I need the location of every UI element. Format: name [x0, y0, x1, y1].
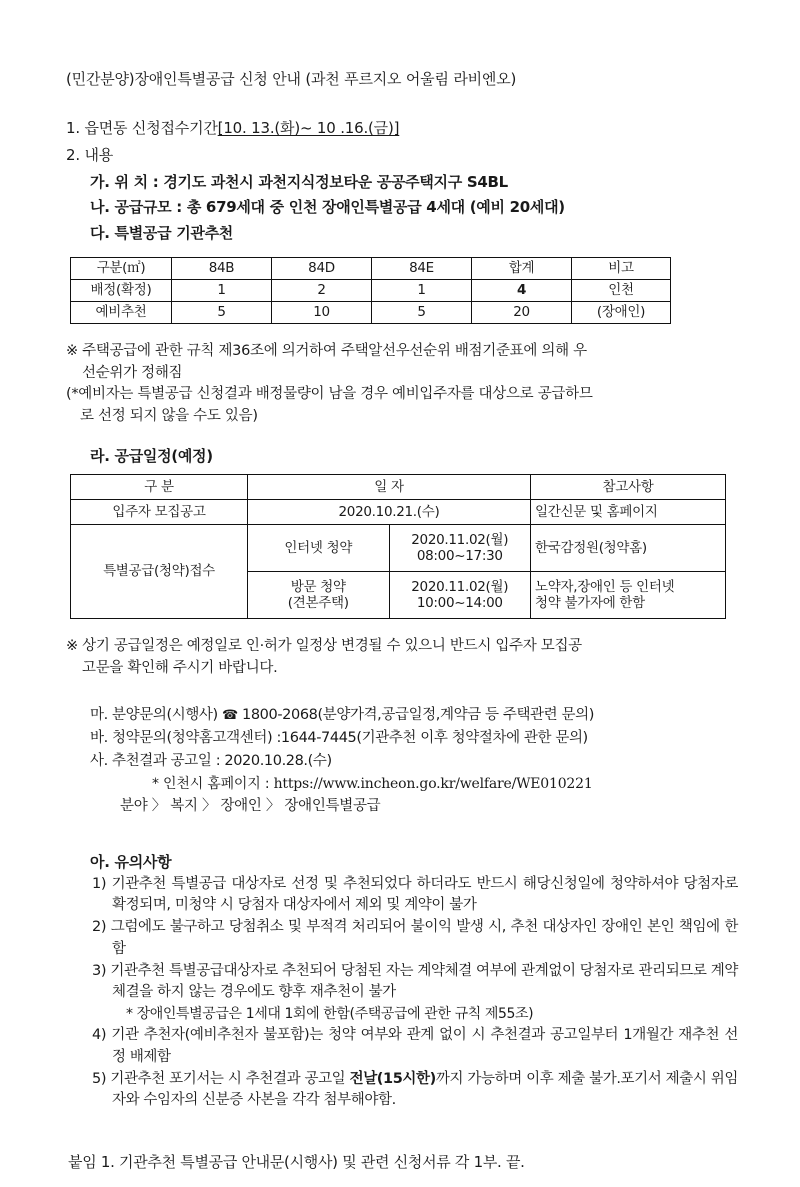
- sched-internet-date-line1: 2020.11.02(월): [411, 531, 509, 548]
- list-item: [92, 917, 738, 961]
- alloc-confirmed-84e: 1: [372, 279, 472, 301]
- alloc-reserve-84b: 5: [172, 301, 272, 323]
- caution-item-3-note: * 장애인특별공급은 1세대 1회에 한함(주택공급에 관한 규칙 제55조): [126, 1006, 534, 1023]
- telephone-icon: ☎: [222, 707, 238, 723]
- sched-visit-remark-line2: 청약 불가자에 한함: [535, 595, 645, 611]
- caution-item-5-text-emphasis: 전날(15시한): [349, 1070, 436, 1087]
- sched-visit-method: [248, 572, 390, 619]
- caution-list: [66, 874, 738, 1113]
- caution-item-5-text-post: 까지 가능하며 이후 제출 불가.포기서 제출시 위임자와 수임자의 신분증 사본을 각각 첨부해야함.: [112, 1070, 738, 1109]
- caution-item-1-num: 1): [92, 875, 107, 892]
- note-priority-rule: [66, 341, 738, 428]
- contact-sales-inquiry: [90, 704, 738, 727]
- sched-visit-remark: [531, 572, 726, 619]
- incheon-homepage-line: [90, 773, 738, 795]
- note-schedule-line-1: ※ 상기 공급일정은 예정일로 인·허가 일정상 변경될 수 있으니 반드시 입주자 모집공: [66, 638, 582, 654]
- contact-sales-label: 마. 분양문의(시행사): [90, 706, 218, 723]
- caution-item-5-text-pre: 기관추천 포기서는 시 추천결과 공고일: [110, 1070, 350, 1087]
- alloc-confirmed-84b: 1: [172, 279, 272, 301]
- caution-item-2-num: 2): [92, 919, 107, 936]
- note-priority-line-2: 선순위가 정해짐: [82, 364, 183, 381]
- list-item: [92, 1069, 738, 1113]
- note-priority-line-4: 로 선정 되지 않을 수도 있음): [80, 408, 258, 424]
- note-priority-line-3: (*예비자는 특별공급 신청결과 배정물량이 남을 경우 예비입주자를 대상으로 공급하므: [66, 386, 593, 403]
- table-row: [71, 525, 726, 572]
- note-schedule-line-2: 고문을 확인해 주시기 바랍니다.: [82, 659, 278, 676]
- alloc-header-total: 합계: [472, 257, 572, 279]
- sched-header-date: 일 자: [248, 475, 531, 500]
- sched-internet-method: 인터넷 청약: [248, 525, 390, 572]
- contact-subscription-label: 바. 청약문의(청약홈고객센터): [90, 729, 273, 746]
- sched-visit-date-line2: 10:00~14:00: [416, 595, 503, 611]
- alloc-confirmed-total: 4: [472, 279, 572, 301]
- sched-application-label: 특별공급(청약)접수: [71, 525, 248, 619]
- attachment-line: 붙임 1. 기관추천 특별공급 안내문(시행사) 및 관련 신청서류 각 1부. 끝.: [68, 1153, 525, 1172]
- contact-result-label: 사. 추천결과 공고일 :: [90, 752, 221, 769]
- alloc-reserve-84d: 10: [272, 301, 372, 323]
- table-row-header: [71, 257, 671, 279]
- caution-item-4-text: 기관 추천자(예비추천자 불포함)는 청약 여부와 관계 없이 시 추천결과 공고일부터 1개월간 재추천 선정 배제함: [111, 1027, 738, 1065]
- document-body: [66, 68, 738, 1187]
- incheon-homepage-path: 분야 〉 복지 〉 장애인 〉 장애인특별공급: [120, 798, 381, 815]
- note-schedule-change: [66, 636, 738, 680]
- contact-subscription-phone: :1644-7445: [276, 729, 357, 746]
- alloc-row-confirmed-label: 배정(확정): [71, 279, 172, 301]
- sched-header-remark: 참고사항: [531, 475, 726, 500]
- contact-sales-desc: (분양가격,공급일정,계약금 등 주택관련 문의): [317, 706, 594, 723]
- alloc-header-84b: 84B: [172, 257, 272, 279]
- note-priority-line-1: ※ 주택공급에 관한 규칙 제36조에 의거하여 주택알선우선순위 배점기준표에 의해 우: [66, 342, 587, 359]
- section-2-item-location: 가. 위 치 : 경기도 과천시 과천지식정보타운 공공주택지구 S4BL: [90, 173, 508, 191]
- sched-visit-remark-line1: 노약자,장애인 등 인터넷: [535, 578, 675, 595]
- incheon-homepage-label: * 인천시 홈페이지 :: [152, 776, 274, 793]
- caution-item-2-text: 그럼에도 불구하고 당첨취소 및 부적격 처리되어 불이익 발생 시, 추천 대상자인 장애인 본인 책임에 한함: [110, 919, 738, 957]
- alloc-reserve-84e: 5: [372, 301, 472, 323]
- alloc-remark-disabled: (장애인): [572, 301, 671, 323]
- table-row: [71, 301, 671, 323]
- caution-item-3-text: 기관추천 특별공급대상자로 추천되어 당첨된 자는 계약체결 여부에 관계없이 당첨자로 관리되므로 계약체결을 하지 않는 경우에도 향후 재추천이 불가: [110, 962, 738, 1001]
- sched-visit-date-line1: 2020.11.02(월): [411, 578, 509, 595]
- contact-sales-phone: 1800-2068: [242, 706, 318, 723]
- table-row: [71, 500, 726, 525]
- caution-item-5-num: 5): [92, 1070, 107, 1087]
- contact-section: [66, 704, 738, 819]
- incheon-homepage-url[interactable]: https://www.incheon.go.kr/welfare/WE010221: [273, 776, 593, 793]
- contact-subscription-inquiry: [90, 727, 738, 750]
- list-item: [92, 961, 738, 1026]
- caution-item-4-num: 4): [92, 1027, 107, 1044]
- section-2-item-recommend: 다. 특별공급 기관추천: [90, 223, 233, 242]
- page-title: (민간분양)장애인특별공급 신청 안내 (과천 푸르지오 어울림 라비엔오): [66, 70, 517, 88]
- sched-announcement-date: 2020.10.21.(수): [248, 500, 531, 525]
- alloc-header-division: 구분(㎡): [71, 257, 172, 279]
- section-2-item-schedule: 라. 공급일정(예정): [90, 446, 213, 465]
- section-2-item-scale: 나. 공급규모 : 총 679세대 중 인천 장애인특별공급 4세대 (예비 20세대): [90, 198, 565, 217]
- alloc-remark-incheon: 인천: [572, 279, 671, 301]
- allocation-table: [70, 257, 671, 324]
- list-item: [92, 1025, 738, 1069]
- table-row: [71, 279, 671, 301]
- section-2-label: 2. 내용: [66, 145, 114, 164]
- alloc-row-reserve-label: 예비추천: [71, 301, 172, 323]
- contact-subscription-desc: (기관추천 이후 청약절차에 관한 문의): [356, 729, 588, 746]
- sched-internet-date-line2: 08:00~17:30: [416, 548, 503, 564]
- sched-internet-date: [389, 525, 531, 572]
- sched-visit-method-line2: (견본주택): [287, 595, 349, 611]
- caution-heading: 아. 유의사항: [90, 852, 172, 871]
- list-item: [92, 874, 738, 918]
- section-1-period-value: [10. 13.(화)~ 10 .16.(금)]: [217, 118, 400, 137]
- table-row-header: [71, 475, 726, 500]
- sched-header-division: 구 분: [71, 475, 248, 500]
- caution-item-3-num: 3): [92, 962, 107, 979]
- alloc-header-remark: 비고: [572, 257, 671, 279]
- alloc-header-84d: 84D: [272, 257, 372, 279]
- sched-visit-method-line1: 방문 청약: [290, 578, 346, 595]
- sched-visit-date: [389, 572, 531, 619]
- sched-internet-remark: 한국감정원(청약홈): [531, 525, 726, 572]
- contact-result-announcement: [90, 750, 738, 773]
- contact-result-date: 2020.10.28.(수): [224, 752, 332, 769]
- alloc-reserve-total: 20: [472, 301, 572, 323]
- schedule-table: [70, 474, 726, 619]
- alloc-header-84e: 84E: [372, 257, 472, 279]
- alloc-confirmed-84d: 2: [272, 279, 372, 301]
- section-1-label: 1. 읍면동 신청접수기간: [66, 118, 218, 137]
- caution-item-1-text: 기관추천 특별공급 대상자로 선정 및 추천되었다 하더라도 반드시 해당신청일에 청약하셔야 당첨자로 확정되며, 미청약 시 당첨자 대상자에서 제외 및 계약이 불가: [111, 875, 738, 914]
- section-1-receipt-period: [66, 117, 738, 140]
- sched-announcement-label: 입주자 모집공고: [71, 500, 248, 525]
- sched-announcement-remark: 일간신문 및 홈페이지: [531, 500, 726, 525]
